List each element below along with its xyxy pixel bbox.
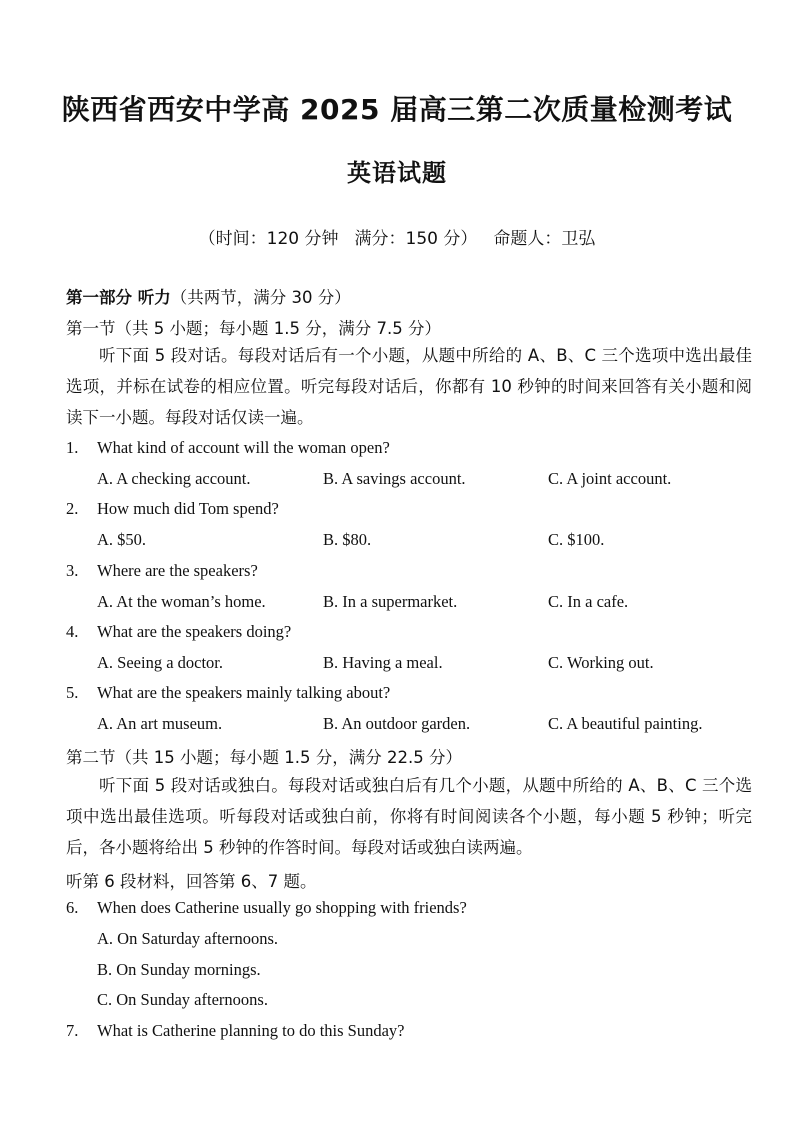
question-7 (66, 1021, 405, 1041)
option-a: A. An art museum. (97, 714, 223, 733)
option-c: C. A joint account. (548, 469, 672, 488)
section2-heading: 第二节（共 15 小题；每小题 1.5 分，满分 22.5 分） (66, 748, 462, 767)
option-b: B. $80. (323, 530, 372, 549)
question-3 (66, 561, 258, 581)
question-number: 6. (66, 898, 79, 917)
question-number: 5. (66, 683, 79, 702)
option-a: A. Seeing a doctor. (97, 653, 224, 672)
question-text: How much did Tom spend? (97, 499, 279, 518)
option-c: C. A beautiful painting. (548, 714, 703, 733)
option-b: B. A savings account. (323, 469, 466, 488)
question-number: 1. (66, 438, 79, 457)
option-a: A. $50. (97, 530, 147, 549)
question-number: 4. (66, 622, 79, 641)
option-b: B. In a supermarket. (323, 592, 458, 611)
question-6-option-a: A. On Saturday afternoons. (97, 929, 279, 948)
question-6-option-b: B. On Sunday mornings. (97, 960, 261, 979)
question-text: What is Catherine planning to do this Sunday? (97, 1021, 405, 1040)
question-text: What are the speakers mainly talking about? (97, 683, 391, 702)
part1-heading (66, 284, 351, 308)
question-number: 3. (66, 561, 79, 580)
option-a: A. A checking account. (97, 469, 251, 488)
exam-time: （时间：120 分钟 (198, 229, 339, 249)
question-text: What are the speakers doing? (97, 622, 292, 641)
section1-heading: 第一节（共 5 小题；每小题 1.5 分，满分 7.5 分） (66, 319, 441, 338)
question-1 (66, 438, 390, 458)
exam-author: 命题人：卫弘 (493, 229, 596, 249)
material-note: 听第 6 段材料，回答第 6、7 题。 (66, 872, 317, 891)
option-a: A. At the woman’s home. (97, 592, 266, 611)
question-text: When does Catherine usually go shopping with friends? (97, 898, 467, 917)
question-2 (66, 499, 279, 519)
option-c: C. Working out. (548, 653, 654, 672)
part1-heading-bold: 第一部分 听力 (66, 288, 171, 307)
part1-heading-rest: （共两节，满分 30 分） (170, 288, 351, 307)
question-number: 7. (66, 1021, 79, 1040)
exam-subtitle: 英语试题 (347, 159, 447, 187)
option-b: B. An outdoor garden. (323, 714, 471, 733)
question-text: What kind of account will the woman open? (97, 438, 390, 457)
exam-info (0, 224, 794, 249)
option-b: B. Having a meal. (323, 653, 443, 672)
exam-score: 满分：150 分） (354, 229, 478, 249)
section2-instructions: 听下面 5 段对话或独白。每段对话或独白后有几个小题，从题中所给的 A、B、C 三个选项中选出最佳选项。听每段对话或独白前，你将有时间阅读各个小题，每小题 5 秒钟；听完后，各小题将给出 5 秒钟的作答时间。每段对话或独白读两遍。 (66, 776, 752, 857)
option-c: C. In a cafe. (548, 592, 629, 611)
question-text: Where are the speakers? (97, 561, 258, 580)
question-5 (66, 683, 390, 703)
option-c: C. $100. (548, 530, 605, 549)
question-6-option-c: C. On Sunday afternoons. (97, 990, 268, 1009)
question-6 (66, 898, 467, 918)
question-4 (66, 622, 291, 642)
section1-instructions: 听下面 5 段对话。每段对话后有一个小题，从题中所给的 A、B、C 三个选项中选出最佳选项，并标在试卷的相应位置。听完每段对话后，你都有 10 秒钟的时间来回答有关小题和阅读下一小题。每段对话仅读一遍。 (66, 346, 752, 427)
question-number: 2. (66, 499, 79, 518)
exam-title: 陕西省西安中学高 2025 届高三第二次质量检测考试 (61, 93, 733, 126)
